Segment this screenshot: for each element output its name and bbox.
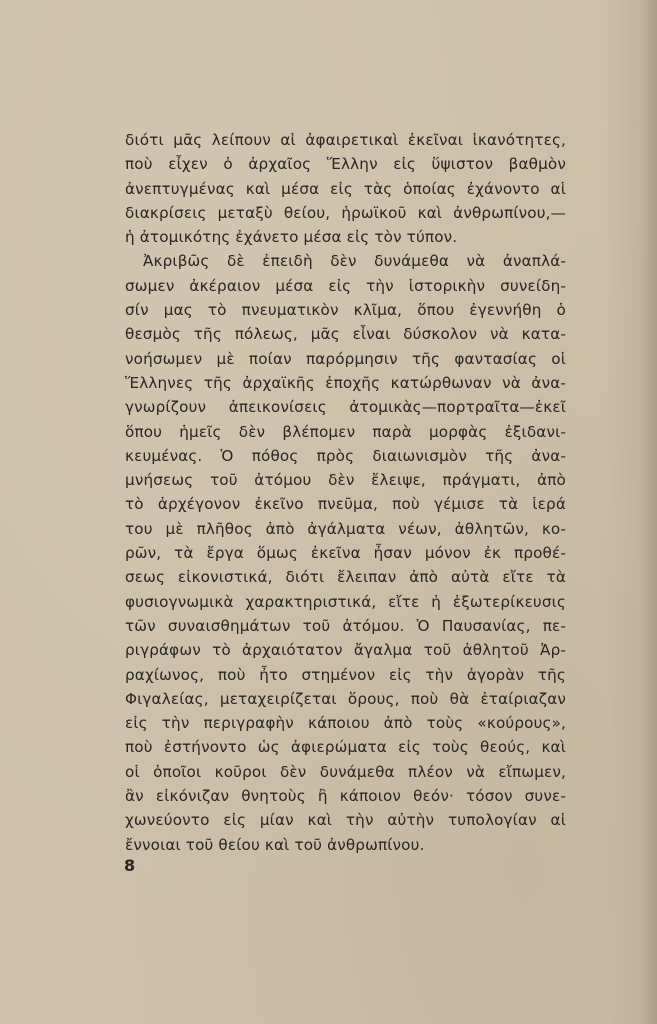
text-line: του μὲ πλῆθος ἀπὸ ἀγάλματα νέων, ἀθλητῶν, κο- <box>125 519 566 538</box>
text-line: τὸ ἀρχέγονον ἐκεῖνο πνεῦμα, ποὺ γέμισε τὰ ἱερά <box>125 495 566 514</box>
text-line: ριγράφων τὸ ἀρχαιότατον ἄγαλμα τοῦ ἀθλητοῦ Ἀρ- <box>125 641 566 660</box>
text-line: ὅπου ἡμεῖς δὲν βλέπομεν παρὰ μορφὰς ἐξιδανι- <box>125 422 566 441</box>
text-line: εἰς τὴν περιγραφὴν κάποιου ἀπὸ τοὺς «κούρους», <box>125 714 566 733</box>
text-line: θεσμὸς τῆς πόλεως, μᾶς εἶναι δύσκολον νὰ κατα- <box>125 325 566 344</box>
text-line: οἱ ὁποῖοι κοῦροι δὲν δυνάμεθα πλέον νὰ εἴπωμεν, <box>125 762 566 781</box>
text-line: ραχίωνος, ποὺ ἦτο στημένον εἰς τὴν ἀγορὰν τῆς <box>125 665 566 684</box>
text-line: γνωρίζουν ἀπεικονίσεις ἀτομικὰς—πορτραῖτα—ἐκεῖ <box>125 398 566 417</box>
text-line: ἀνεπτυγμένας καὶ μέσα εἰς τὰς ὁποίας ἐχάνοντο αἱ <box>125 179 566 198</box>
text-line: σίν μας τὸ πνευματικὸν κλῖμα, ὅπου ἐγεννήθη ὁ <box>125 301 566 320</box>
text-line: διότι μᾶς λείπουν αἱ ἀφαιρετικαὶ ἐκεῖναι ἱκανότητες, <box>125 131 566 149</box>
text-line: τῶν συναισθημάτων τοῦ ἀτόμου. Ὁ Παυσανίας, πε- <box>125 616 566 635</box>
page-edge-shadow <box>639 0 657 1024</box>
text-line: ἂν εἰκόνιζαν θνητοὺς ἢ κάποιον θεόν· τόσον συνε- <box>125 787 566 806</box>
body-text <box>125 128 566 857</box>
text-line: σεως εἰκονιστικά, διότι ἔλειπαν ἀπὸ αὐτὰ εἴτε τὰ <box>125 568 566 587</box>
text-line: διακρίσεις μεταξὺ θείου, ἡρωϊκοῦ καὶ ἀνθρωπίνου,— <box>125 203 566 222</box>
text-line: Ἕλληνες τῆς ἀρχαϊκῆς ἐποχῆς κατώρθωναν νὰ ἀνα- <box>125 373 566 392</box>
text-line: ἡ ἀτομικότης ἐχάνετο μέσα εἰς τὸν τύπον. <box>125 228 458 247</box>
text-line: χωνεύοντο εἰς μίαν καὶ τὴν αὐτὴν τυπολογίαν αἱ <box>125 811 566 830</box>
text-line: ἔννοιαι τοῦ θείου καὶ τοῦ ἀνθρωπίνου. <box>125 835 425 854</box>
text-line: ρῶν, τὰ ἔργα ὅμως ἐκεῖνα ἦσαν μόνον ἐκ προθέ- <box>125 544 566 563</box>
text-line: Φιγαλείας, μεταχειρίζεται ὅρους, ποὺ θὰ ἐταίριαζαν <box>125 689 566 708</box>
text-line: ποὺ ἐστήνοντο ὡς ἀφιερώματα εἰς τοὺς θεούς, καὶ <box>125 738 566 757</box>
text-line: νοήσωμεν μὲ ποίαν παρόρμησιν τῆς φαντασίας οἱ <box>125 349 566 368</box>
text-line: Ἀκριβῶς δὲ ἐπειδὴ δὲν δυνάμεθα νὰ ἀναπλά- <box>143 252 566 271</box>
text-line: κευμένας. Ὁ πόθος πρὸς διαιωνισμὸν τῆς ἀνα- <box>125 446 566 465</box>
text-line: σωμεν ἀκέραιον μέσα εἰς τὴν ἱστορικὴν συνείδη- <box>125 276 566 295</box>
text-line: φυσιογνωμικὰ χαρακτηριστικά, εἴτε ἡ ἐξωτερίκευσις <box>125 592 566 611</box>
text-line: μνήσεως τοῦ ἀτόμου δὲν ἔλειψε, πράγματι, ἀπὸ <box>125 471 566 490</box>
page-number: 8 <box>124 856 136 875</box>
text-line: ποὺ εἶχεν ὁ ἀρχαῖος Ἕλλην εἰς ὕψιστον βαθμὸν <box>125 155 566 174</box>
